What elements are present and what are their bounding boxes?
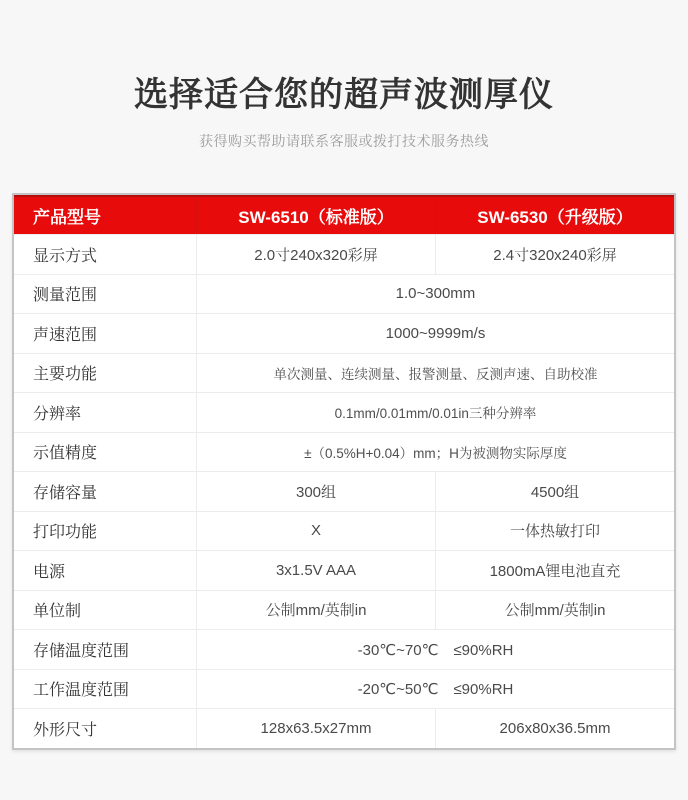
row-value-sw6510: 3x1.5V AAA	[196, 551, 435, 590]
row-label: 测量范围	[33, 287, 98, 305]
row-value-shared: 单次测量、连续测量、报警测量、反测声速、自助校准	[196, 354, 674, 393]
row-label: 工作温度范围	[33, 682, 130, 700]
row-value-sw6530: 公制mm/英制in	[435, 591, 674, 630]
row-value-sw6510: 公制mm/英制in	[196, 591, 435, 630]
table-row-dimensions	[14, 708, 674, 748]
header-cell-sw6530: SW-6530（升级版）	[435, 197, 674, 234]
table-row-main-functions	[14, 353, 674, 393]
table-row-resolution	[14, 392, 674, 432]
row-value-sw6510: 128x63.5x27mm	[196, 709, 435, 748]
row-value-sw6530: 4500组	[435, 472, 674, 511]
row-value-shared: ±（0.5%H+0.04）mm；H为被测物实际厚度	[196, 433, 674, 472]
page-title: 选择适合您的超声波测厚仪	[134, 76, 554, 114]
table-row-unit-system	[14, 590, 674, 630]
row-value-sw6530: 一体热敏打印	[435, 512, 674, 551]
row-label: 电源	[33, 563, 66, 581]
table-row-measure-range	[14, 274, 674, 314]
row-value-sw6530: 2.4寸320x240彩屏	[435, 235, 674, 274]
table-header-row	[14, 195, 674, 234]
row-label: 主要功能	[33, 366, 98, 384]
row-label: 打印功能	[33, 524, 98, 542]
row-value-shared: 1000~9999m/s	[196, 314, 674, 353]
page-header	[0, 0, 688, 149]
header-cell-product-model: 产品型号	[33, 208, 101, 227]
table-row-print-function	[14, 511, 674, 551]
page-subtitle: 获得购买帮助请联系客服或拨打技术服务热线	[199, 133, 489, 149]
row-label: 分辨率	[33, 405, 82, 423]
row-value-sw6510: 2.0寸240x320彩屏	[196, 235, 435, 274]
table-row-power	[14, 550, 674, 590]
row-label: 存储容量	[33, 484, 98, 502]
row-value-sw6530: 1800mA锂电池直充	[435, 551, 674, 590]
row-value-shared: -30℃~70℃ ≤90%RH	[196, 630, 674, 669]
row-label: 声速范围	[33, 326, 98, 344]
table-row-display	[14, 234, 674, 274]
table-row-working-temp	[14, 669, 674, 709]
spec-comparison-table	[12, 193, 676, 750]
table-row-storage-capacity	[14, 471, 674, 511]
row-value-sw6510: X	[196, 512, 435, 551]
table-row-storage-temp	[14, 629, 674, 669]
row-value-shared: 1.0~300mm	[196, 275, 674, 314]
row-label: 显示方式	[33, 247, 98, 265]
row-value-sw6530: 206x80x36.5mm	[435, 709, 674, 748]
row-value-shared: 0.1mm/0.01mm/0.01in三种分辨率	[196, 393, 674, 432]
table-row-velocity-range	[14, 313, 674, 353]
row-value-sw6510: 300组	[196, 472, 435, 511]
row-label: 单位制	[33, 603, 82, 621]
row-value-shared: -20℃~50℃ ≤90%RH	[196, 670, 674, 709]
header-cell-sw6510: SW-6510（标准版）	[196, 197, 435, 234]
row-label: 存储温度范围	[33, 642, 130, 660]
row-label: 示值精度	[33, 445, 98, 463]
row-label: 外形尺寸	[33, 721, 98, 739]
table-row-accuracy	[14, 432, 674, 472]
